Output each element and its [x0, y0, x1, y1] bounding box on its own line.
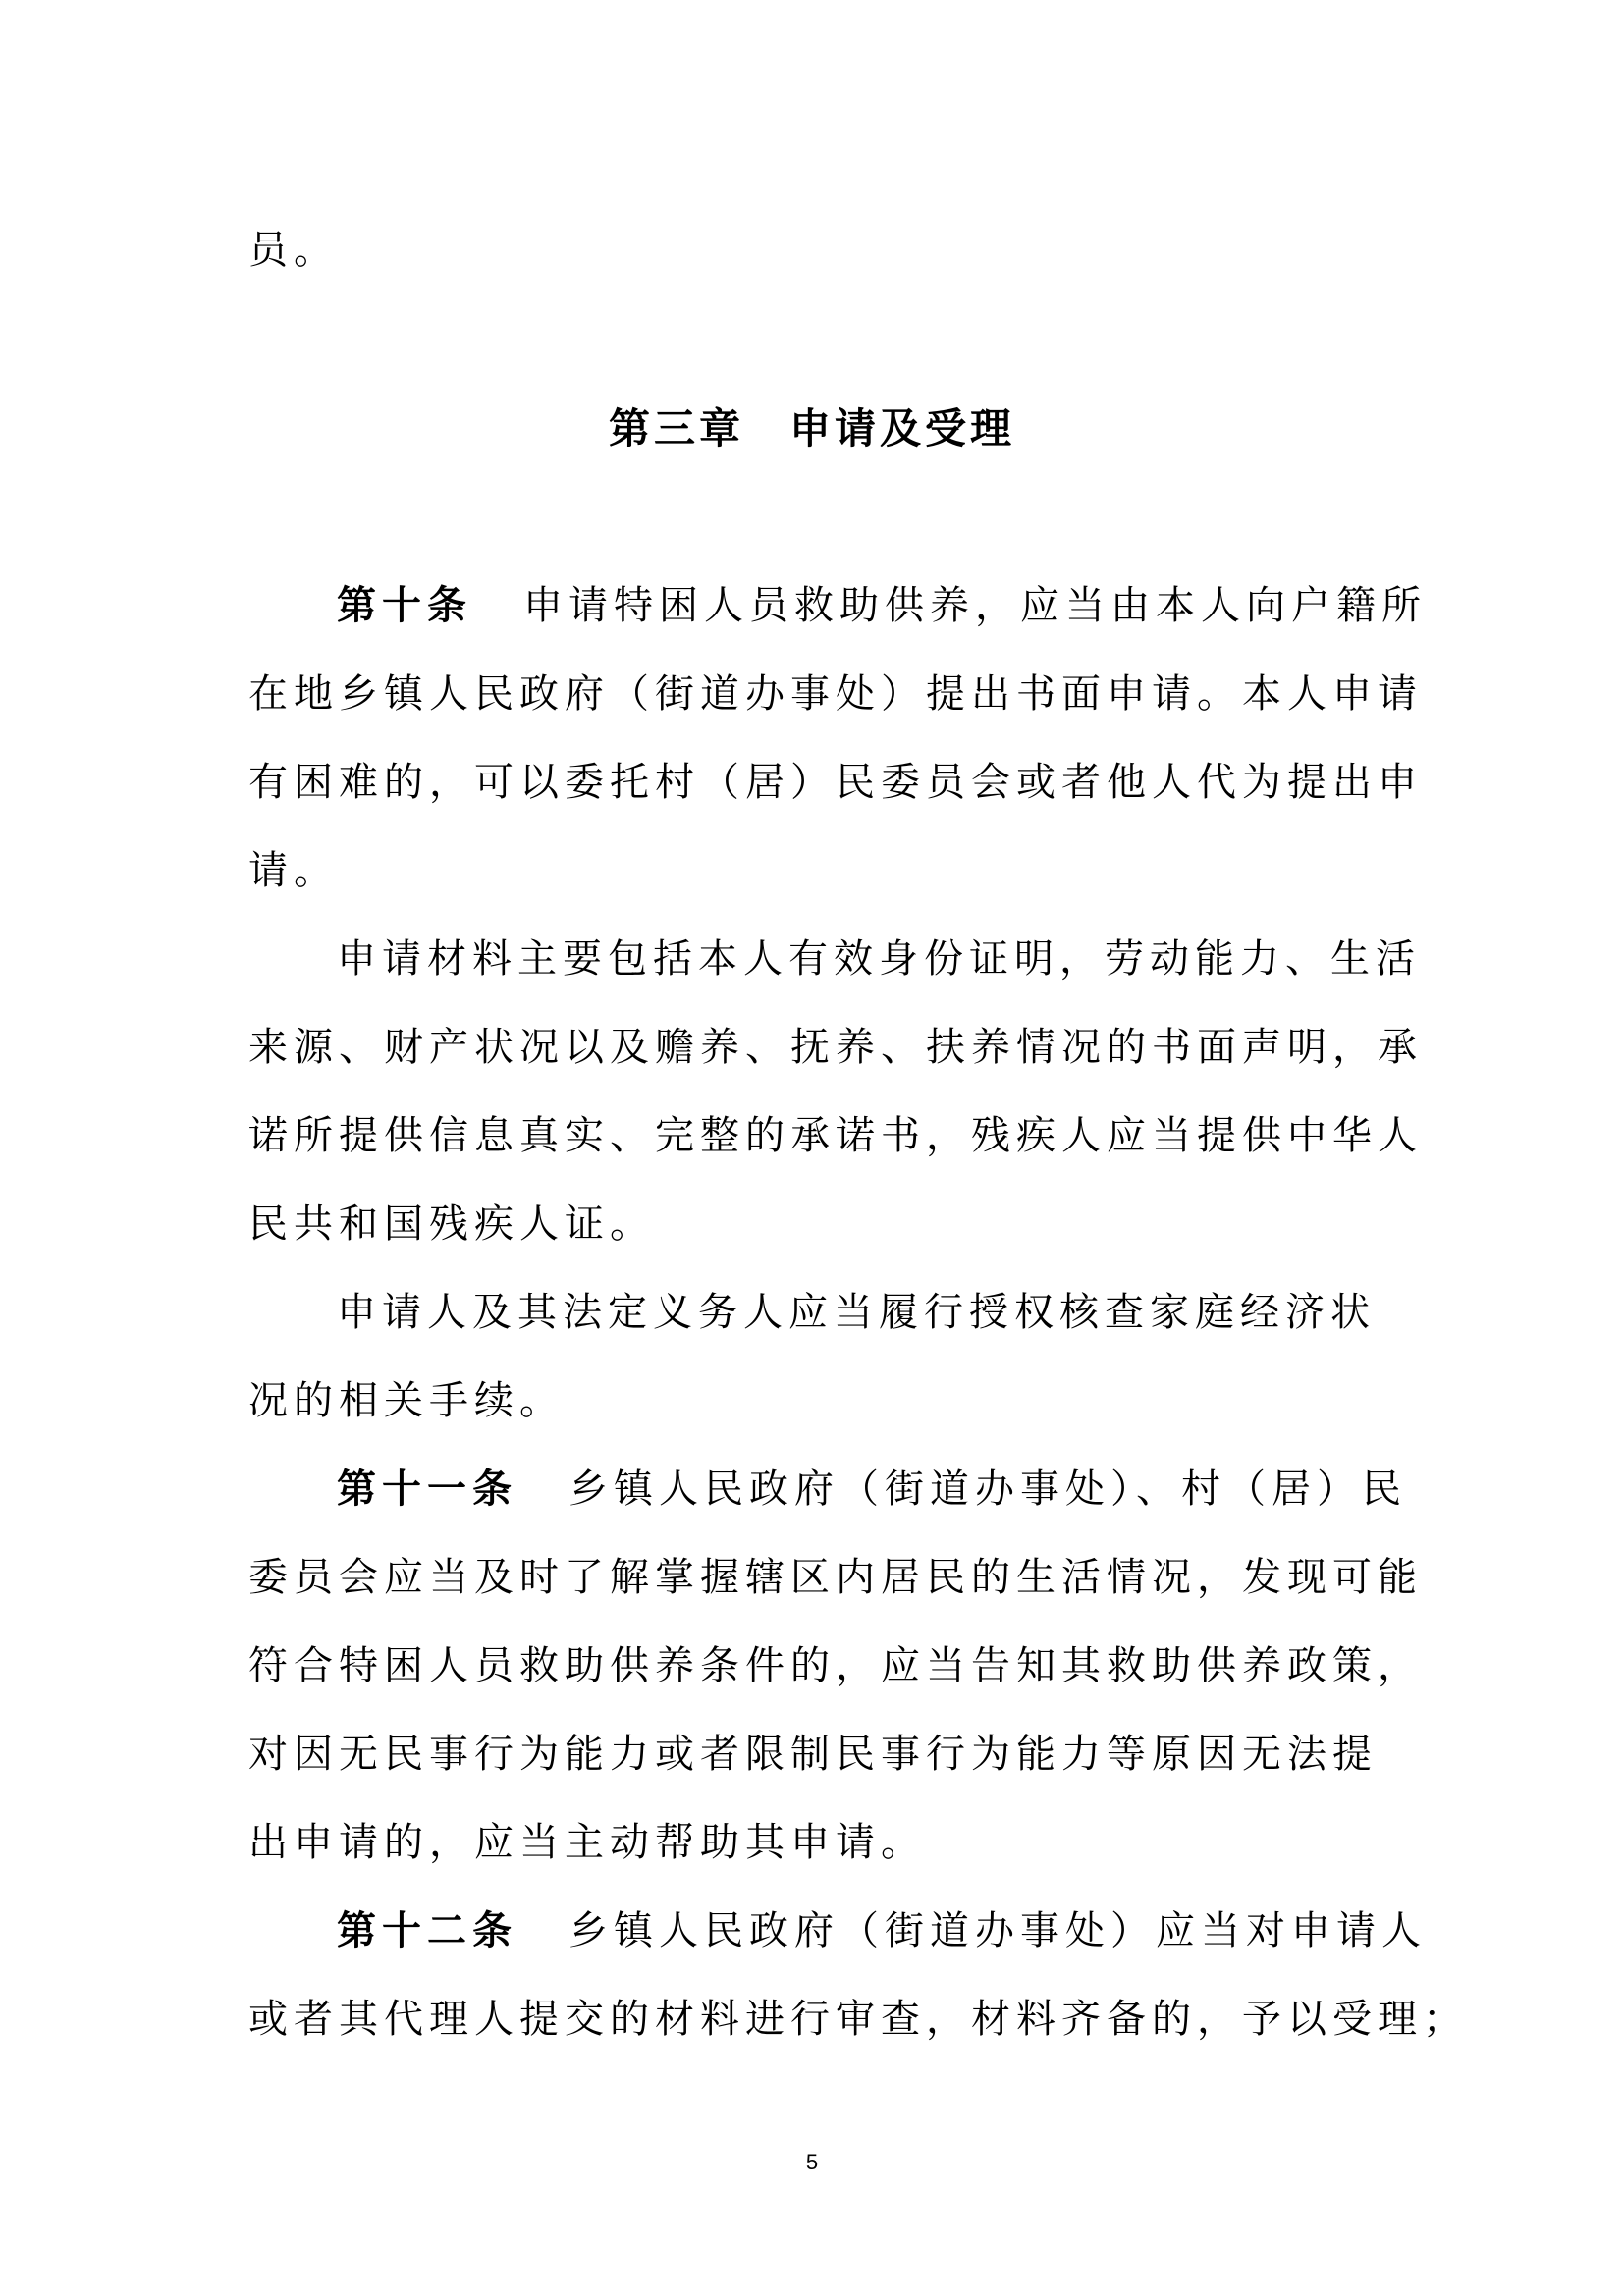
paragraph-line: 来源、财产状况以及赡养、抚养、扶养情况的书面声明，承	[248, 1025, 1423, 1070]
article-label: 第十一条	[337, 1467, 517, 1512]
paragraph-line: 对因无民事行为能力或者限制民事行为能力等原因无法提	[248, 1732, 1378, 1777]
paragraph-line: 有困难的，可以委托村（居）民委员会或者他人代为提出申	[248, 760, 1423, 805]
paragraph-line: 在地乡镇人民政府（街道办事处）提出书面申请。本人申请	[248, 671, 1423, 717]
paragraph-line: 符合特困人员救助供养条件的，应当告知其救助供养政策，	[248, 1643, 1423, 1688]
paragraph-line: 委员会应当及时了解掌握辖区内居民的生活情况，发现可能	[248, 1555, 1423, 1600]
paragraph-line: 申请特困人员救助供养，应当由本人向户籍所	[523, 583, 1427, 628]
page-number: 5	[805, 2150, 819, 2174]
paragraph-line: 出申请的，应当主动帮助其申请。	[248, 1820, 926, 1865]
chapter-title: 第三章 申请及受理	[608, 404, 1015, 453]
article-10-first-line	[337, 561, 1427, 650]
paragraph-line: 诺所提供信息真实、完整的承诺书，残疾人应当提供中华人	[248, 1113, 1423, 1158]
article-label: 第十条	[337, 583, 472, 628]
paragraph-line: 民共和国残疾人证。	[248, 1201, 655, 1247]
paragraph-line: 请。	[248, 848, 339, 893]
paragraph-line: 或者其代理人提交的材料进行审查，材料齐备的，予以受理；	[248, 1997, 1468, 2042]
article-11-first-line	[337, 1445, 1407, 1533]
paragraph-line: 乡镇人民政府（街道办事处）、村（居）民	[568, 1467, 1407, 1512]
continuation-text: 员。	[248, 228, 339, 273]
paragraph-line: 申请人及其法定义务人应当履行授权核查家庭经济状	[337, 1290, 1376, 1335]
paragraph-line: 申请材料主要包括本人有效身份证明，劳动能力、生活	[337, 936, 1421, 982]
paragraph-line: 乡镇人民政府（街道办事处）应当对申请人	[568, 1908, 1427, 1953]
article-label: 第十二条	[337, 1908, 517, 1953]
article-12-first-line	[337, 1887, 1427, 1975]
paragraph-line: 况的相关手续。	[248, 1378, 565, 1423]
